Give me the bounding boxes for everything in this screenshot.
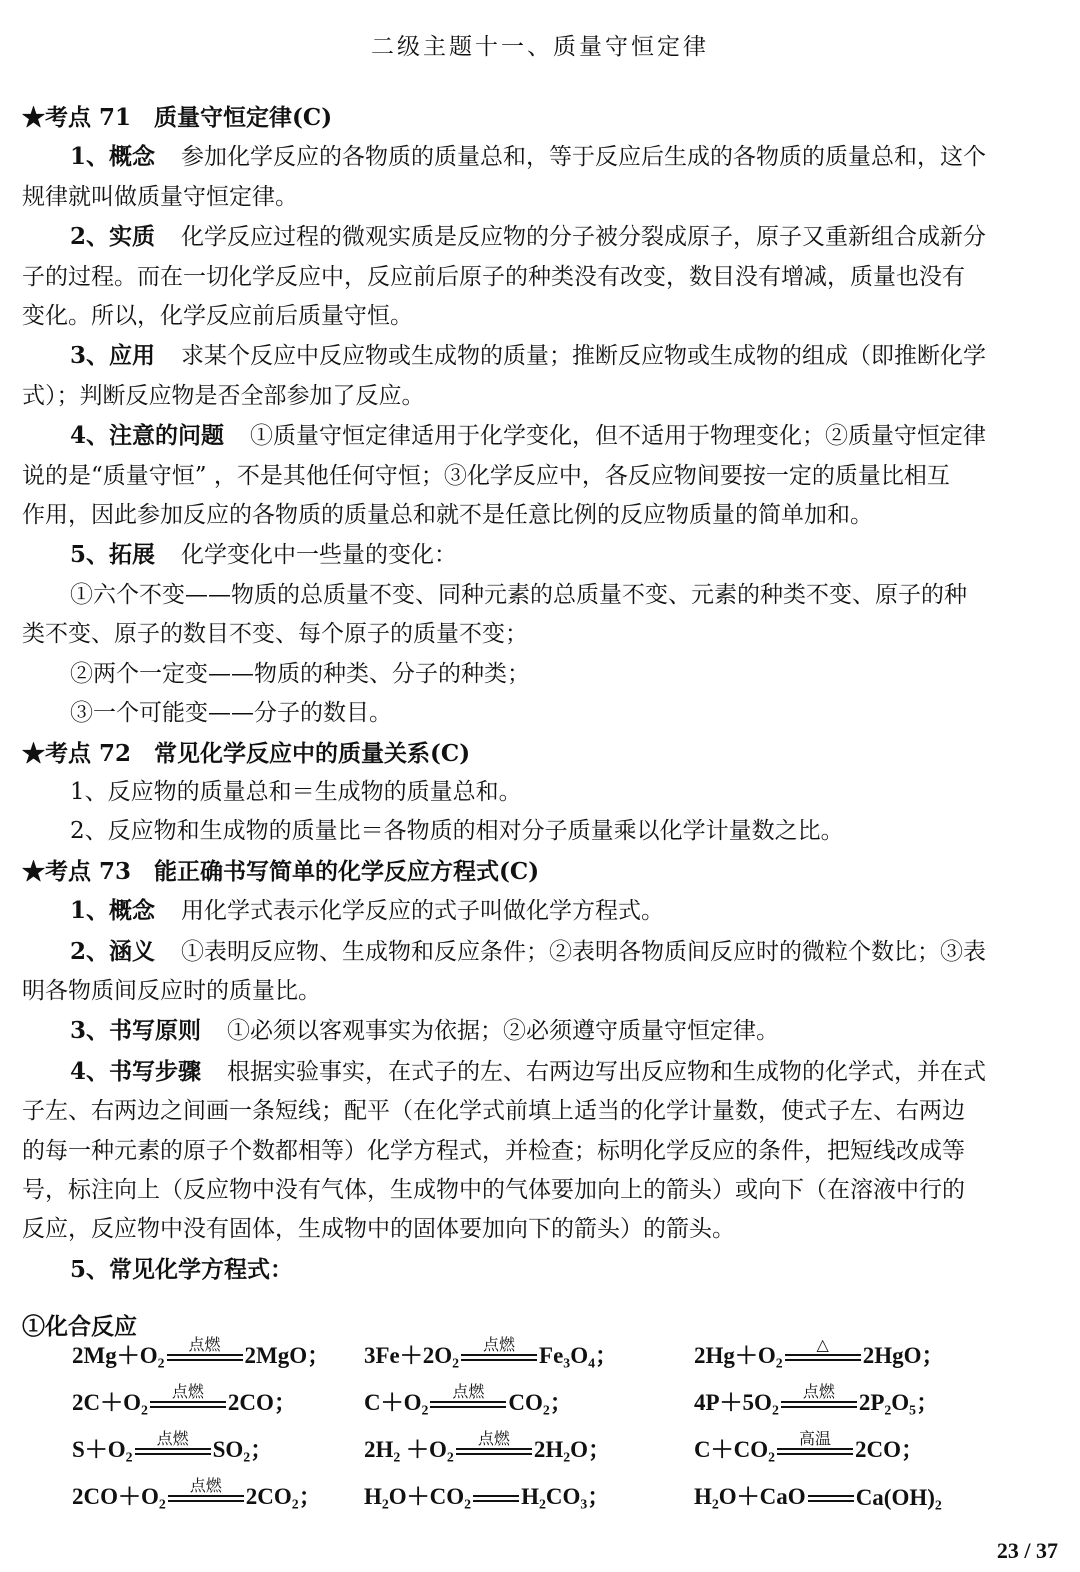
paragraph-text: ①必须以客观事实为依据；②必须遵守质量守恒定律。 [227, 1018, 780, 1045]
paragraph-line: 变化。所以，化学反应前后质量守恒。 [22, 303, 413, 330]
equals-sign [135, 1432, 211, 1464]
equals-sign [461, 1338, 537, 1370]
products: 2P₂O₅； [858, 1390, 940, 1415]
chemical-equation [694, 1469, 942, 1511]
paragraph-line: 作用，因此参加反应的各物质的质量总和就不是任意比例的反应物质量的简单加和。 [22, 502, 873, 529]
subsection-label: 5、常见化学方程式： [70, 1255, 294, 1283]
products: Ca(OH)₂ [855, 1485, 942, 1510]
paragraph-line: 子左、右两边之间画一条短线；配平（在化学式前填上适当的化学计量数，使式子左、右两边 [22, 1098, 965, 1125]
paragraph-text: ①表明反应物、生成物和反应条件；②表明各物质间反应时的微粒个数比；③表 [181, 938, 987, 965]
reaction-condition: 点燃 [802, 1384, 835, 1401]
paragraph-line [22, 1052, 1058, 1092]
paragraph-label: 4、书写步骤 [70, 1057, 202, 1085]
equals-sign [167, 1338, 243, 1370]
products: 2CO； [855, 1437, 925, 1462]
paragraph-line: 规律就叫做质量守恒定律。 [22, 183, 298, 210]
paragraph-line: 1、反应物的质量总和＝生成物的质量总和。 [70, 778, 522, 805]
paragraph-text: 用化学式表示化学反应的式子叫做化学方程式。 [181, 898, 665, 925]
products: CO₂； [508, 1390, 573, 1415]
paragraph-text: 化学变化中一些量的变化： [181, 542, 458, 569]
paragraph-label: 2、实质 [70, 223, 156, 251]
reactants: 2C＋O₂ [72, 1390, 148, 1415]
paragraph-text: 参加化学反应的各物质的质量总和，等于反应后生成的各物质的质量总和，这个 [181, 144, 987, 171]
paragraph-line: 反应，反应物中没有固体，生成物中的固体要加向下的箭头）的箭头。 [22, 1216, 735, 1243]
section-heading: ★考点 72 常见化学反应中的质量关系(C) [22, 739, 471, 767]
category-heading: ①化合反应 [22, 1313, 137, 1341]
reactants: 2CO＋O₂ [72, 1484, 166, 1509]
paragraph-label: 5、拓展 [70, 541, 156, 569]
reaction-condition: 点燃 [452, 1384, 485, 1401]
equals-sign [777, 1432, 853, 1464]
chemical-equation [364, 1422, 611, 1464]
paragraph-text: 化学反应过程的微观实质是反应物的分子被分裂成原子，原子又重新组合成新分 [181, 224, 987, 251]
paragraph-text: 求某个反应中反应物或生成物的质量；推断反应物或生成物的组成（即推断化学 [181, 343, 987, 370]
chemical-equation [364, 1328, 618, 1370]
reactants: 3Fe＋2O₂ [364, 1343, 460, 1368]
reactants: 2Mg＋O₂ [72, 1343, 165, 1368]
equals-sign [808, 1479, 854, 1511]
paragraph-line: ③一个可能变——分子的数目。 [70, 700, 392, 727]
paragraph-line: 的每一种元素的原子个数都相等）化学方程式，并检查；标明化学反应的条件，把短线改成等 [22, 1137, 965, 1164]
reaction-condition: 点燃 [483, 1337, 516, 1354]
products: H₂CO₃； [521, 1484, 611, 1509]
paragraph-line [22, 891, 1058, 931]
reactants: S＋O₂ [72, 1437, 133, 1462]
paragraph-line [22, 416, 1058, 456]
section-heading: ★考点 71 质量守恒定律(C) [22, 104, 333, 131]
paragraph-line [22, 336, 1058, 376]
reaction-condition: 高温 [799, 1431, 832, 1448]
reaction-condition: △ [816, 1337, 829, 1354]
paragraph-line [22, 932, 1058, 972]
equation-row [72, 1469, 1052, 1516]
document-body [22, 98, 1058, 1345]
reaction-condition: 点燃 [171, 1384, 204, 1401]
paragraph-line [22, 535, 1058, 575]
chemical-equation [694, 1328, 944, 1370]
section-heading: ★考点 73 能正确书写简单的化学反应方程式(C) [22, 857, 540, 885]
equation-list [72, 1328, 1052, 1516]
chemical-equation [72, 1422, 273, 1464]
paragraph-text: 根据实验事实，在式子的左、右两边写出反应物和生成物的化学式，并在式 [227, 1058, 987, 1085]
reactants: 2H₂ ＋O₂ [364, 1437, 454, 1462]
equals-sign [430, 1385, 506, 1417]
equation-row [72, 1375, 1052, 1422]
reaction-condition: 点燃 [477, 1431, 510, 1448]
paragraph-label: 3、书写原则 [70, 1017, 202, 1045]
reactants: C＋CO₂ [694, 1437, 776, 1462]
chemical-equation [72, 1375, 297, 1417]
reactants: H₂O＋CO₂ [364, 1484, 472, 1509]
reactants: C＋O₂ [364, 1390, 429, 1415]
paragraph-line: ①六个不变——物质的总质量不变、同种元素的总质量不变、元素的种类不变、原子的种 [70, 581, 967, 608]
paragraph-label: 1、概念 [70, 143, 156, 171]
paragraph-line: 号，标注向上（反应物中没有气体，生成物中的气体要加向上的箭头）或向下（在溶液中行的 [22, 1176, 965, 1203]
equals-sign [785, 1338, 861, 1370]
paragraph-label: 2、涵义 [70, 937, 156, 965]
products: 2CO； [227, 1390, 297, 1415]
equals-sign [781, 1385, 857, 1417]
paragraph-line [22, 217, 1058, 257]
products: 2CO₂； [245, 1484, 322, 1509]
products: 2MgO； [244, 1343, 331, 1368]
equals-sign [473, 1479, 519, 1511]
reaction-condition: 点燃 [189, 1478, 222, 1495]
paragraph-line [22, 137, 1058, 177]
products: 2H₂O； [533, 1437, 612, 1462]
paragraph-label: 1、概念 [70, 897, 156, 925]
paragraph-label: 3、应用 [70, 342, 156, 370]
paragraph-label: 4、注意的问题 [70, 422, 225, 450]
chemical-equation [364, 1469, 610, 1511]
paragraph-line: 2、反应物和生成物的质量比＝各物质的相对分子质量乘以化学计量数之比。 [70, 818, 844, 845]
chemical-equation [694, 1375, 939, 1417]
paragraph-line: 子的过程。而在一切化学反应中，反应前后原子的种类没有改变，数目没有增减，质量也没有 [22, 263, 965, 290]
equals-sign [150, 1385, 226, 1417]
chemical-equation [72, 1469, 322, 1511]
paragraph-line [22, 1011, 1058, 1051]
equals-sign [168, 1479, 244, 1511]
paragraph-line: ②两个一定变——物质的种类、分子的种类； [70, 660, 530, 687]
products: SO₂； [212, 1437, 274, 1462]
page-number: 23 / 37 [996, 1538, 1058, 1563]
products: 2HgO； [862, 1343, 945, 1368]
paragraph-line: 明各物质间反应时的质量比。 [22, 977, 321, 1004]
reactants: 2Hg＋O₂ [694, 1343, 783, 1368]
paragraph-line: 说的是“质量守恒” ，不是其他任何守恒；③化学反应中，各反应物间要按一定的质量比相互 [22, 462, 950, 489]
equation-row [72, 1328, 1052, 1375]
reactants: 4P＋5O₂ [694, 1390, 779, 1415]
paragraph-text: ①质量守恒定律适用于化学变化，但不适用于物理变化；②质量守恒定律 [250, 423, 987, 450]
paragraph-line: 类不变、原子的数目不变、每个原子的质量不变； [22, 621, 528, 648]
reactants: H₂O＋CaO [694, 1484, 806, 1509]
equation-row [72, 1422, 1052, 1469]
chemical-equation [364, 1375, 573, 1417]
page-title: 二级主题十一、质量守恒定律 [371, 34, 709, 60]
paragraph-line: 式）；判断反应物是否全部参加了反应。 [22, 382, 425, 409]
reaction-condition: 点燃 [156, 1431, 189, 1448]
products: Fe₃O₄； [539, 1343, 618, 1368]
reaction-condition: 点燃 [188, 1337, 221, 1354]
chemical-equation [72, 1328, 330, 1370]
chemical-equation [694, 1422, 924, 1464]
equals-sign [456, 1432, 532, 1464]
